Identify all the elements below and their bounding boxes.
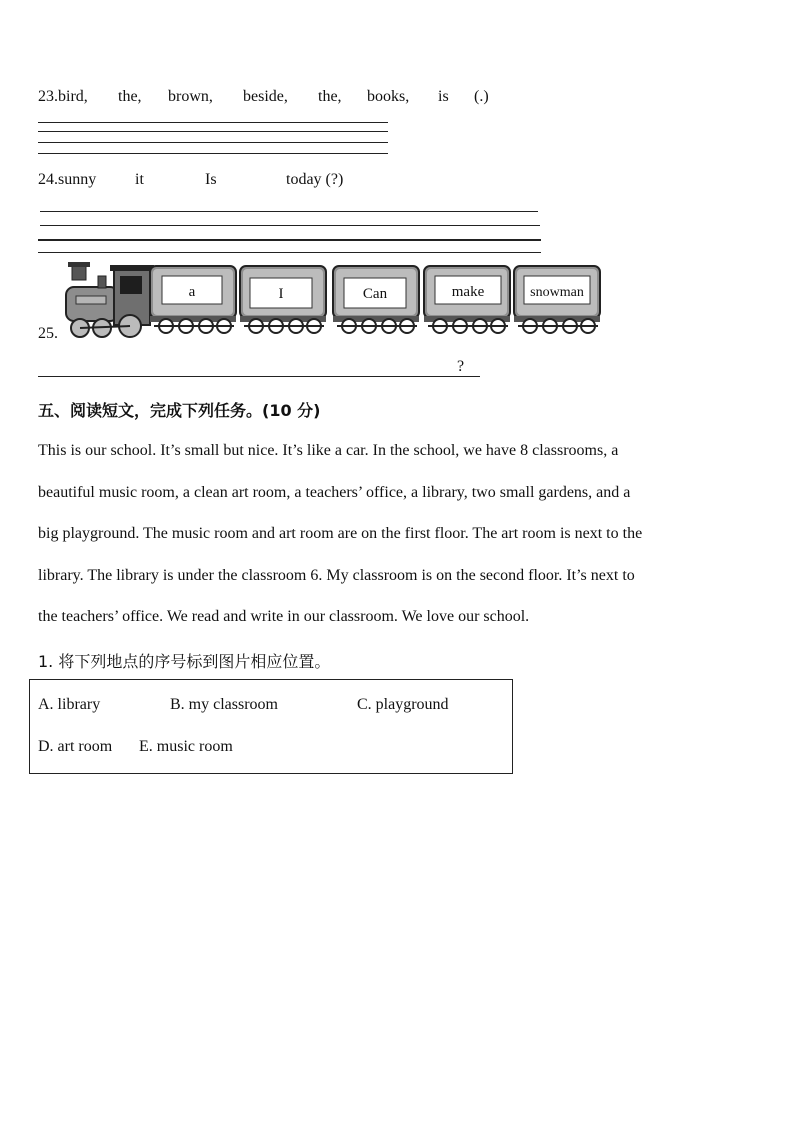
answer-line[interactable] (38, 252, 541, 253)
q23-word: (.) (474, 88, 489, 105)
q25-number: 25. (38, 325, 58, 342)
passage-line: This is our school. It’s small but nice. It’s like a car. In the school, we have 8 classrooms, a (38, 442, 619, 459)
q23-word: bird, (58, 88, 88, 105)
q23-word: brown, (168, 88, 213, 105)
option-d: D. art room (38, 738, 113, 755)
q23-word: the, (318, 88, 342, 105)
train-car-word: Can (362, 286, 388, 302)
passage-line: library. The library is under the classroom 6. My classroom is on the second floor. It’s next to (38, 566, 635, 584)
q24-word: Is (205, 171, 217, 188)
q24-word: sunny (58, 171, 97, 188)
q23-word: is (438, 88, 449, 105)
answer-line[interactable] (40, 225, 540, 226)
answer-line[interactable] (38, 131, 388, 132)
q23-word: books, (367, 88, 410, 105)
q24-line (38, 171, 96, 189)
answer-line[interactable] (38, 122, 388, 123)
option-e: E. music room (139, 738, 233, 755)
train-car-word: a (188, 284, 196, 300)
q23-word: beside, (243, 88, 288, 105)
train-engine-icon (66, 262, 154, 337)
q23-word: the, (118, 88, 142, 105)
passage-line: big playground. The music room and art room are on the first floor. The art room is next to the (38, 525, 643, 542)
answer-line[interactable] (38, 153, 388, 154)
answer-line[interactable] (38, 239, 541, 241)
answer-line[interactable] (38, 142, 388, 143)
task-instruction: 1. 将下列地点的序号标到图片相应位置。 (38, 652, 331, 671)
q24-word: it (135, 171, 144, 188)
passage-line: the teachers’ office. We read and write in our classroom. We love our school. (38, 608, 530, 625)
q25-end-mark: ? (457, 358, 465, 375)
train-car-word: I (278, 286, 284, 302)
options-box (29, 679, 513, 774)
reading-passage (38, 430, 758, 638)
train-car-word: snowman (530, 285, 584, 300)
option-a: A. library (38, 696, 101, 713)
option-c: C. playground (357, 696, 449, 713)
q23-number: 23. (38, 88, 58, 105)
option-b: B. my classroom (170, 696, 278, 713)
q24-number: 24. (38, 171, 58, 188)
q24-word: today (?) (286, 171, 344, 188)
answer-line[interactable] (38, 376, 480, 377)
section-heading: 五、阅读短文，完成下列任务。(10 分) (38, 401, 321, 420)
train-picture (62, 262, 602, 342)
answer-line[interactable] (40, 211, 538, 212)
train-car-word: make (451, 284, 485, 300)
passage-line: beautiful music room, a clean art room, a teachers’ office, a library, two small gardens, and a (38, 483, 631, 501)
